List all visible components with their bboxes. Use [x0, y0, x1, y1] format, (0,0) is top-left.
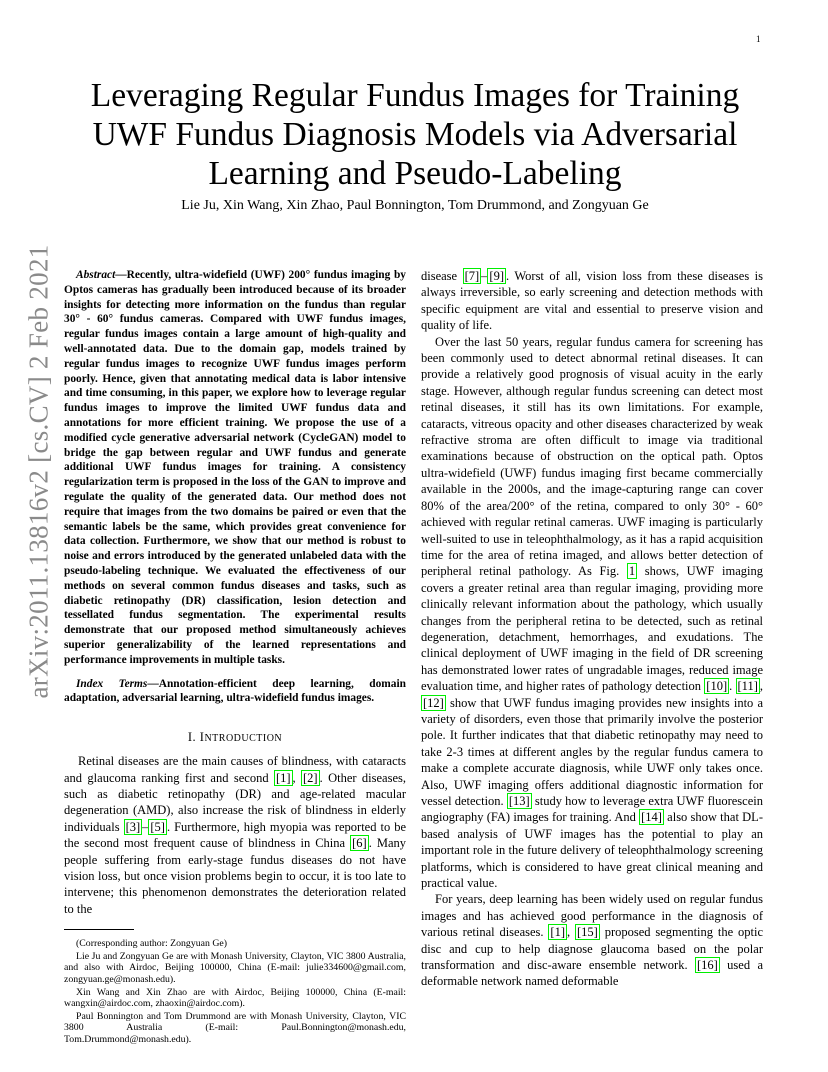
title-line: Leveraging Regular Fundus Images for Training [90, 77, 740, 114]
citation-link[interactable]: [13] [508, 794, 530, 808]
index-terms-text: —Annotation-efficient deep learning, domain adaptation, adversarial learning, ultra-widefield fundus images. [64, 677, 406, 705]
intro-paragraph: Retinal diseases are the main causes of blindness, with cataracts and glaucoma ranking first and second [1] , [2] . Other diseases, such as diabetic retinopathy (DR) and age-related macular degeneration (AMD), also increase the risk of blindness in elderly individuals [3] – [5] . Furthermore, high myopia was reported to be the second most frequent cause of blindness in China [6] . Many people suffering from early-stage fundus diseases do not have vision loss, but once vision problems begin to occur, it is too late to intervene; this phenomenon demonstrates the deterioration related to the [64, 754, 407, 916]
footnote: (Corresponding author: Zongyuan Ge) [76, 938, 228, 950]
citation-link[interactable]: [11] [737, 679, 758, 694]
citation-link[interactable]: [3] [125, 819, 141, 834]
citation-link[interactable]: [12] [423, 695, 444, 710]
citation-link[interactable]: [15] [577, 925, 598, 940]
paper-title [70, 76, 760, 193]
index-terms-lead: Index Terms [76, 677, 148, 690]
body-paragraph: For years, deep learning has been widely used on regular fundus images and has achieved good performance in the diagnosis of various retinal diseases. [1] , [15] proposed segmenting the optic disc and cup to help diagnose glaucoma based on the polar transformation and disc-aware ensemble network. [16] used a deformable network named deformable [421, 892, 764, 989]
footnotes [64, 938, 406, 1045]
figure-link[interactable]: 1 [628, 564, 636, 579]
right-column [421, 268, 763, 990]
footnote: Lie Ju and Zongyuan Ge are with Monash University, Clayton, VIC 3800 Australia, and also with Airdoc, Beijing 100000, China (E-mail: julie334600@gmail.com, zongyuan.ge@monash.edu). [64, 950, 406, 985]
body-paragraph: Over the last 50 years, regular fundus camera for screening has been commonly used to detect abnormal retinal diseases. It can provide a relatively good prognosis of visual acuity in the early stage. However, although regular fundus screening can detect most retinal diseases, it still has its own limitations. For example, cataracts, vitreous opacity and other diseases characterized by weak refractive stroma are often difficult to image via traditional examinations because of obstruction on the optical path. Optos ultra-widefield (UWF) fundus imaging first became commercially available in the 2000s, and the image-capturing range can cover 80% of the area/200° of the retina, compared to only 30° - 60° achieved with regular retinal cameras. UWF imaging is particularly well-suited to use in teleophthalmology, as it has a rapid acquisition time for the area of retina imaged, and allows better detection of peripheral retinal pathology. As Fig. 1 shows, UWF imaging covers a greater retinal area than regular imaging, providing more clinically relevant information about the pathology, which usually changes from the peripheral retina to be detected, such as retinal degeneration, detachment, hemorrhages, and exudations. The clinical deployment of UWF imaging in the field of DR screening has demonstrated lower rates of ungradable images, reduced image evaluation time, and higher rates of pathology detection [10] . [11] , [12] show that UWF fundus imaging provides new insights into a variety of disorders, even those that primarily involve the posterior pole. It further indicates that that diabetic retinopathy may need to take 2-3 times at different angles by the regular fundus camera to make a complete accurate diagnosis, while UWF only takes once. Also, UWF imaging offers additional diagnostic information for vessel detection. [13] study how to leverage extra UWF fluorescein angiography (FA) images for training. And [14] also show that DL-based analysis of UWF images has the potential to play an important role in the future delivery of teleophthalmology screening platforms, which is considered to have great clinical meaning and practical value. [421, 334, 764, 891]
abstract-text: —Recently, ultra-widefield (UWF) 200° fundus imaging by Optos cameras has gradually been introduced because of its broader insights for detecting more information on the fundus than regular 30° - 60° fundus cameras. Compared with UWF fundus images, regular fundus images contain a large amount of high-quality and well-annotated data. Due to the domain gap, models trained by regular fundus images to recognize UWF fundus images perform poorly. Hence, given that annotating medical data is labor intensive and time consuming, in this paper, we explore how to leverage regular fundus images to improve the limited UWF fundus data and annotations for more efficient training. We propose the use of a modified cycle generative adversarial network (CycleGAN) model to bridge the gap between regular and UWF fundus and generate additional UWF fundus images for training. A consistency regularization term is proposed in the loss of the GAN to improve and regulate the quality of the generated data. Our method does not require that images from the two domains be paired or even that the semantic labels be the same, which provides great convenience for data collection. Furthermore, we show that our method is robust to noise and errors introduced by the generated unlabeled data with the pseudo-labeling technique. We evaluated the effectiveness of our methods on several common fundus diseases and tasks, such as diabetic retinopathy (DR) classification, lesion detection and tessellated fundus segmentation. The experimental results demonstrate that our proposed method simultaneously achieves superior generalizability of the learned representations and performance improvements in multiple tasks. [64, 269, 406, 666]
footnote-divider [64, 929, 134, 930]
index-terms [64, 677, 406, 707]
footnote: Xin Wang and Xin Zhao are with Airdoc, Beijing 100000, China (E-mail: wangxin@airdoc.com, zhaoxin@airdoc.com). [64, 986, 406, 1010]
title-line: Learning and Pseudo-Labeling [208, 155, 622, 192]
citation-link[interactable]: [14] [641, 810, 662, 825]
citation-link[interactable]: [7] [464, 269, 480, 283]
citation-link[interactable]: [1] [275, 770, 291, 785]
footnote: Paul Bonnington and Tom Drummond are with Monash University, Clayton, VIC 3800 Australia (E-mail: Paul.Bonnington@monash.edu, Tom.Drummond@monash.edu). [64, 1010, 406, 1045]
body-paragraph: disease [7] – [9] . Worst of all, vision loss from these diseases is always irreversible, so early screening and detection methods with specific equipment are vital and essential to preserve vision and quality of life. [421, 269, 763, 333]
title-line: UWF Fundus Diagnosis Models via Adversarial [92, 116, 738, 153]
author-list: Lie Ju, Xin Wang, Xin Zhao, Paul Bonnington, Tom Drummond, and Zongyuan Ge [181, 198, 649, 213]
left-column [64, 268, 406, 1047]
citation-link[interactable]: [1] [550, 925, 565, 940]
citation-link[interactable]: [6] [352, 836, 367, 851]
citation-link[interactable]: [5] [150, 819, 165, 834]
citation-link[interactable]: [16] [696, 958, 718, 973]
abstract [64, 268, 406, 668]
arxiv-identifier[interactable]: arXiv:2011.13816v2 [cs.CV] 2 Feb 2021 [23, 244, 54, 699]
abstract-lead: Abstract [76, 269, 116, 281]
section-heading-introduction: I. INTRODUCTION [187, 730, 283, 745]
page-number: 1 [756, 34, 761, 44]
citation-link[interactable]: [2] [303, 770, 318, 785]
citation-link[interactable]: [9] [489, 269, 504, 283]
citation-link[interactable]: [10] [706, 679, 728, 694]
